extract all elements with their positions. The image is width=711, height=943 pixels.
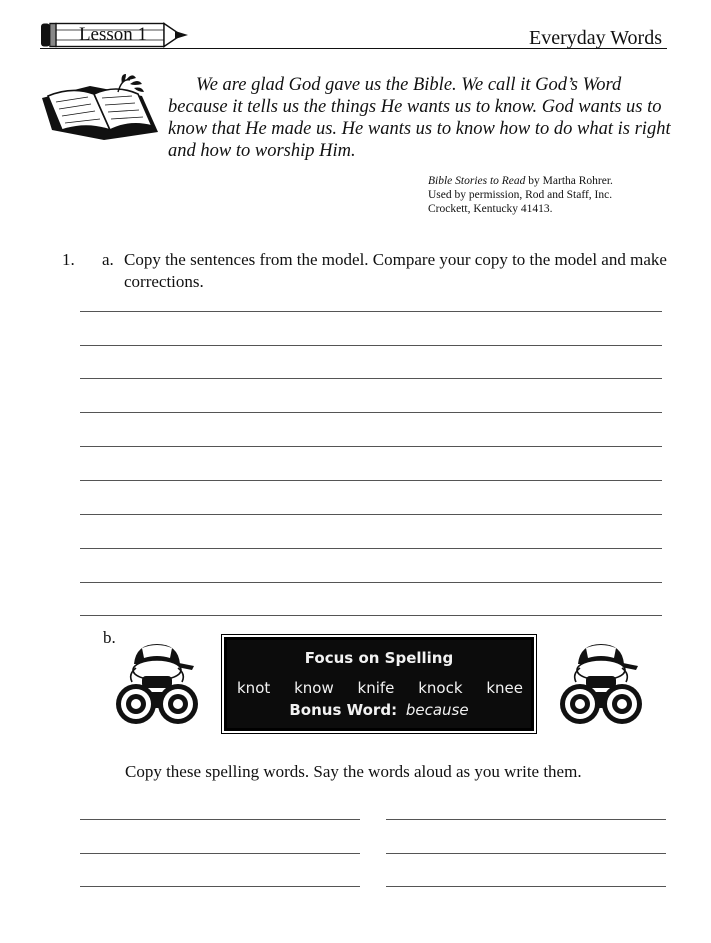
spelling-word: knock: [418, 679, 463, 697]
spelling-writing-line[interactable]: [386, 886, 666, 887]
spelling-writing-line[interactable]: [80, 819, 360, 820]
spelling-writing-line[interactable]: [386, 853, 666, 854]
question-number: 1.: [62, 250, 75, 269]
spelling-box-title: Focus on Spelling: [304, 649, 454, 667]
writing-line[interactable]: [80, 446, 662, 447]
page-title: Everyday Words: [529, 27, 662, 49]
bonus-word: because: [405, 701, 469, 719]
writing-line[interactable]: [80, 345, 662, 346]
boy-with-binoculars-icon: [556, 640, 646, 732]
spelling-word: know: [294, 679, 334, 697]
spelling-writing-line[interactable]: [80, 853, 360, 854]
spelling-writing-line[interactable]: [80, 886, 360, 887]
credit-permission: Used by permission, Rod and Staff, Inc.: [428, 189, 613, 201]
part-b-letter: b.: [103, 628, 116, 647]
writing-line[interactable]: [80, 311, 662, 312]
spelling-word: knee: [486, 679, 523, 697]
credit-author: by Martha Rohrer.: [525, 175, 613, 187]
part-a-instruction: Copy the sentences from the model. Compare your copy to the model and make corrections.: [124, 250, 667, 291]
spelling-focus-box: [224, 637, 534, 731]
writing-line[interactable]: [80, 582, 662, 583]
spelling-word: knife: [357, 679, 395, 697]
credit-source-title: Bible Stories to Read: [428, 175, 526, 187]
spelling-word-list: [237, 678, 523, 698]
writing-line[interactable]: [80, 548, 662, 549]
writing-line[interactable]: [80, 615, 662, 616]
source-credit: [428, 174, 613, 216]
writing-line[interactable]: [80, 378, 662, 379]
spelling-word: knot: [237, 679, 271, 697]
header-divider: [40, 48, 667, 49]
boy-with-binoculars-icon: [112, 640, 202, 732]
part-a-letter: a.: [102, 250, 114, 269]
writing-line[interactable]: [80, 480, 662, 481]
open-bible-icon: [34, 72, 164, 144]
writing-line[interactable]: [80, 514, 662, 515]
model-paragraph: We are glad God gave us the Bible. We call it God’s Word because it tells us the things He wants us to know. God wants us to know that He made us. He wants us to know how to do what is right and how to worship Him.: [168, 75, 671, 161]
spelling-writing-line[interactable]: [386, 819, 666, 820]
credit-address: Crockett, Kentucky 41413.: [428, 203, 553, 215]
lesson-label: Lesson 1: [78, 24, 148, 45]
writing-line[interactable]: [80, 412, 662, 413]
spelling-instruction: Copy these spelling words. Say the words aloud as you write them.: [125, 762, 582, 781]
bonus-word-label: Bonus Word:: [289, 701, 398, 719]
bonus-word-row: [227, 700, 531, 720]
